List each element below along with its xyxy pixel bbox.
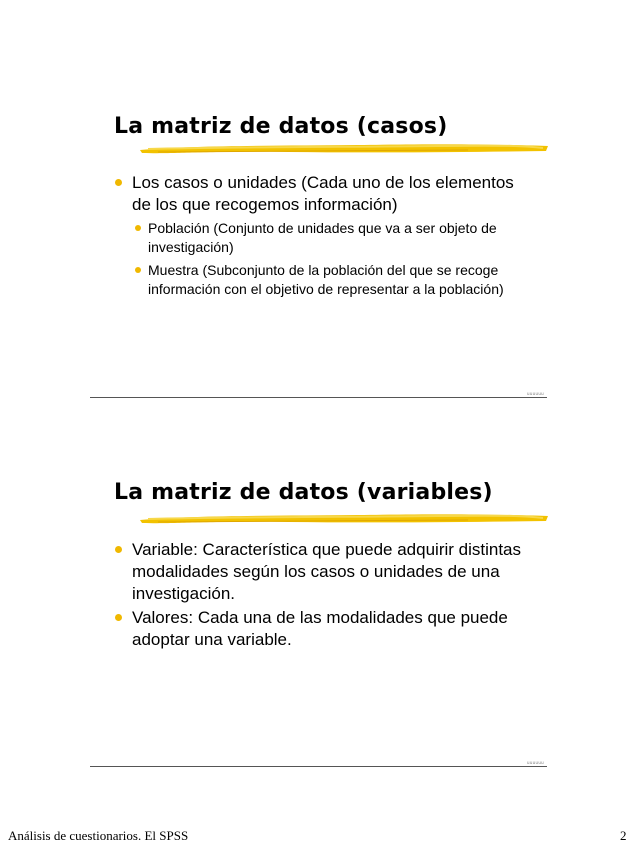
slide-footer-mark: uuuuuu	[527, 760, 545, 765]
slide-casos	[0, 0, 636, 410]
sub-bullet-list	[132, 219, 534, 299]
title-underline-brush	[138, 511, 550, 525]
bullet-text: Valores: Cada una de las modalidades que puede adoptar una variable.	[132, 608, 508, 649]
slide-divider	[90, 397, 547, 398]
page-number: 2	[620, 828, 627, 843]
bullet-dot-icon	[115, 179, 122, 186]
bullet-item	[114, 172, 534, 299]
slide-title: La matriz de datos (variables)	[114, 480, 493, 505]
bullet-item	[114, 539, 534, 605]
slide-title: La matriz de datos (casos)	[114, 114, 448, 139]
bullet-dot-icon	[115, 614, 122, 621]
bullet-text: Los casos o unidades (Cada uno de los elementos de los que recogemos información)	[132, 173, 514, 214]
bullet-dot-icon	[115, 546, 122, 553]
title-underline-brush	[138, 141, 550, 155]
bullet-list	[114, 172, 534, 303]
sub-bullet-dot-icon	[135, 225, 141, 231]
slide-footer-mark: uuuuuu	[527, 391, 545, 396]
sub-bullet-text: Población (Conjunto de unidades que va a ser objeto de investigación)	[148, 220, 497, 255]
sub-bullet-dot-icon	[135, 267, 141, 273]
bullet-item	[114, 607, 534, 651]
sub-bullet-text: Muestra (Subconjunto de la población del que se recoge información con el objetivo de representar a la población)	[148, 262, 504, 297]
sub-bullet-item	[132, 261, 534, 299]
slide-variables	[0, 410, 636, 790]
sub-bullet-item	[132, 219, 534, 257]
bullet-text: Variable: Característica que puede adquirir distintas modalidades según los casos o unidades de una investigación.	[132, 540, 522, 603]
bullet-list	[114, 539, 534, 653]
document-footer-title: Análisis de cuestionarios. El SPSS	[8, 828, 189, 843]
slide-divider	[90, 766, 547, 767]
